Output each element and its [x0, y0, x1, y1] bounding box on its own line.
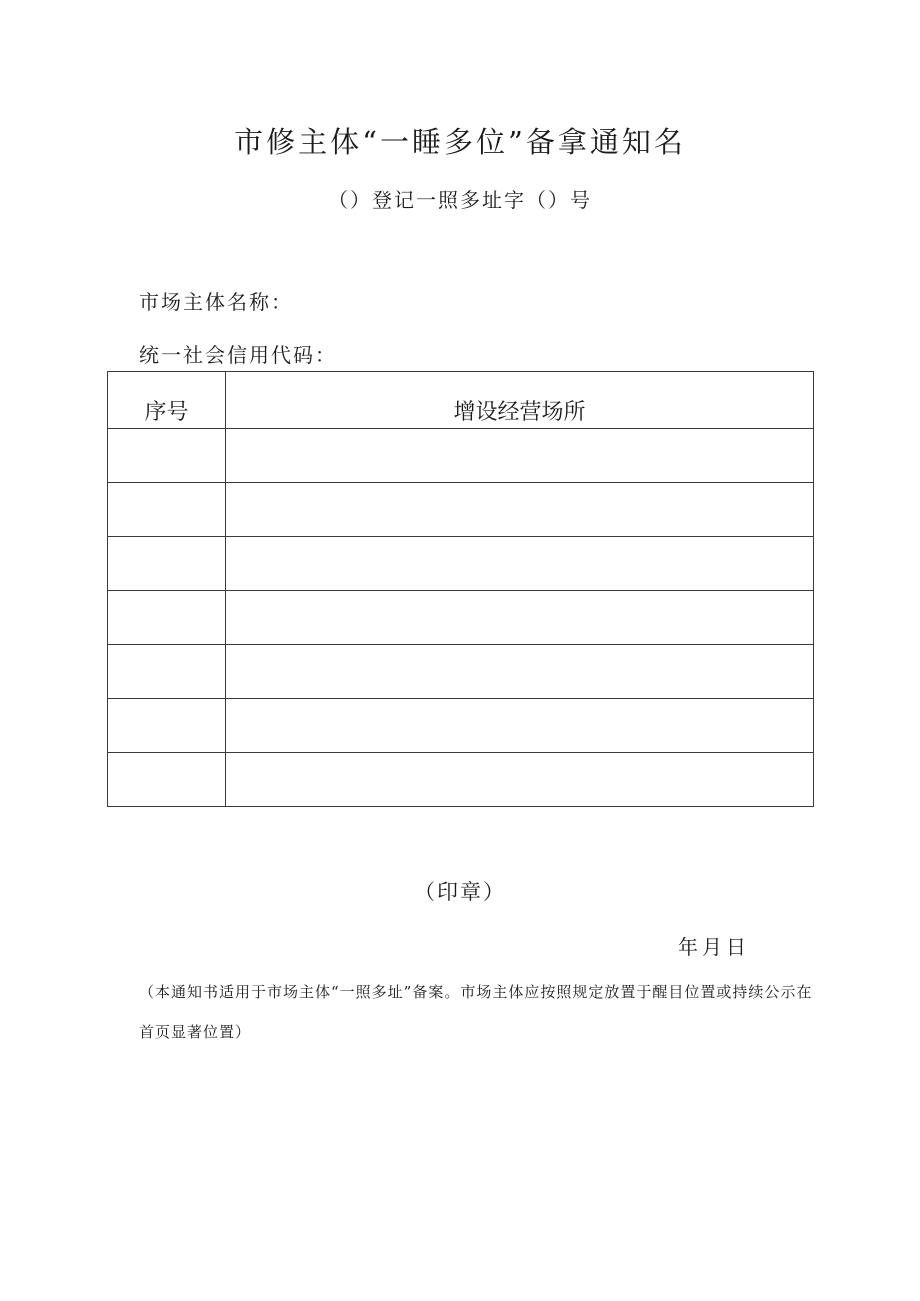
table-header-row — [108, 372, 814, 429]
table-row — [108, 429, 814, 483]
date-line: 年月日 — [678, 935, 750, 959]
cell-site — [226, 429, 814, 483]
cell-site — [226, 537, 814, 591]
cell-index — [108, 699, 226, 753]
table-row — [108, 645, 814, 699]
table-row — [108, 753, 814, 807]
credit-code-label: 统一社会信用代码： — [139, 343, 337, 367]
cell-site — [226, 699, 814, 753]
entity-name-label: 市场主体名称： — [139, 290, 293, 314]
header-index: 序号 — [108, 372, 226, 429]
table-row — [108, 591, 814, 645]
cell-index — [108, 429, 226, 483]
cell-index — [108, 537, 226, 591]
cell-index — [108, 753, 226, 807]
cell-site — [226, 483, 814, 537]
cell-site — [226, 753, 814, 807]
table-row — [108, 699, 814, 753]
cell-index — [108, 591, 226, 645]
sites-table — [107, 371, 814, 807]
table-row — [108, 483, 814, 537]
footnote: （本通知书适用于市场主体“一照多址”备案。市场主体应按照规定放置于醒目位置或持续公示在首页显著位置） — [139, 983, 813, 1041]
seal-placeholder: （印章） — [414, 880, 506, 904]
document-number: （）登记一照多址字（）号 — [328, 188, 592, 212]
cell-index — [108, 645, 226, 699]
cell-site — [226, 591, 814, 645]
cell-index — [108, 483, 226, 537]
document-title: 市修主体“一睡多位”备拿通知名 — [234, 125, 686, 159]
table-row — [108, 537, 814, 591]
cell-site — [226, 645, 814, 699]
header-site: 增设经营场所 — [226, 372, 814, 429]
